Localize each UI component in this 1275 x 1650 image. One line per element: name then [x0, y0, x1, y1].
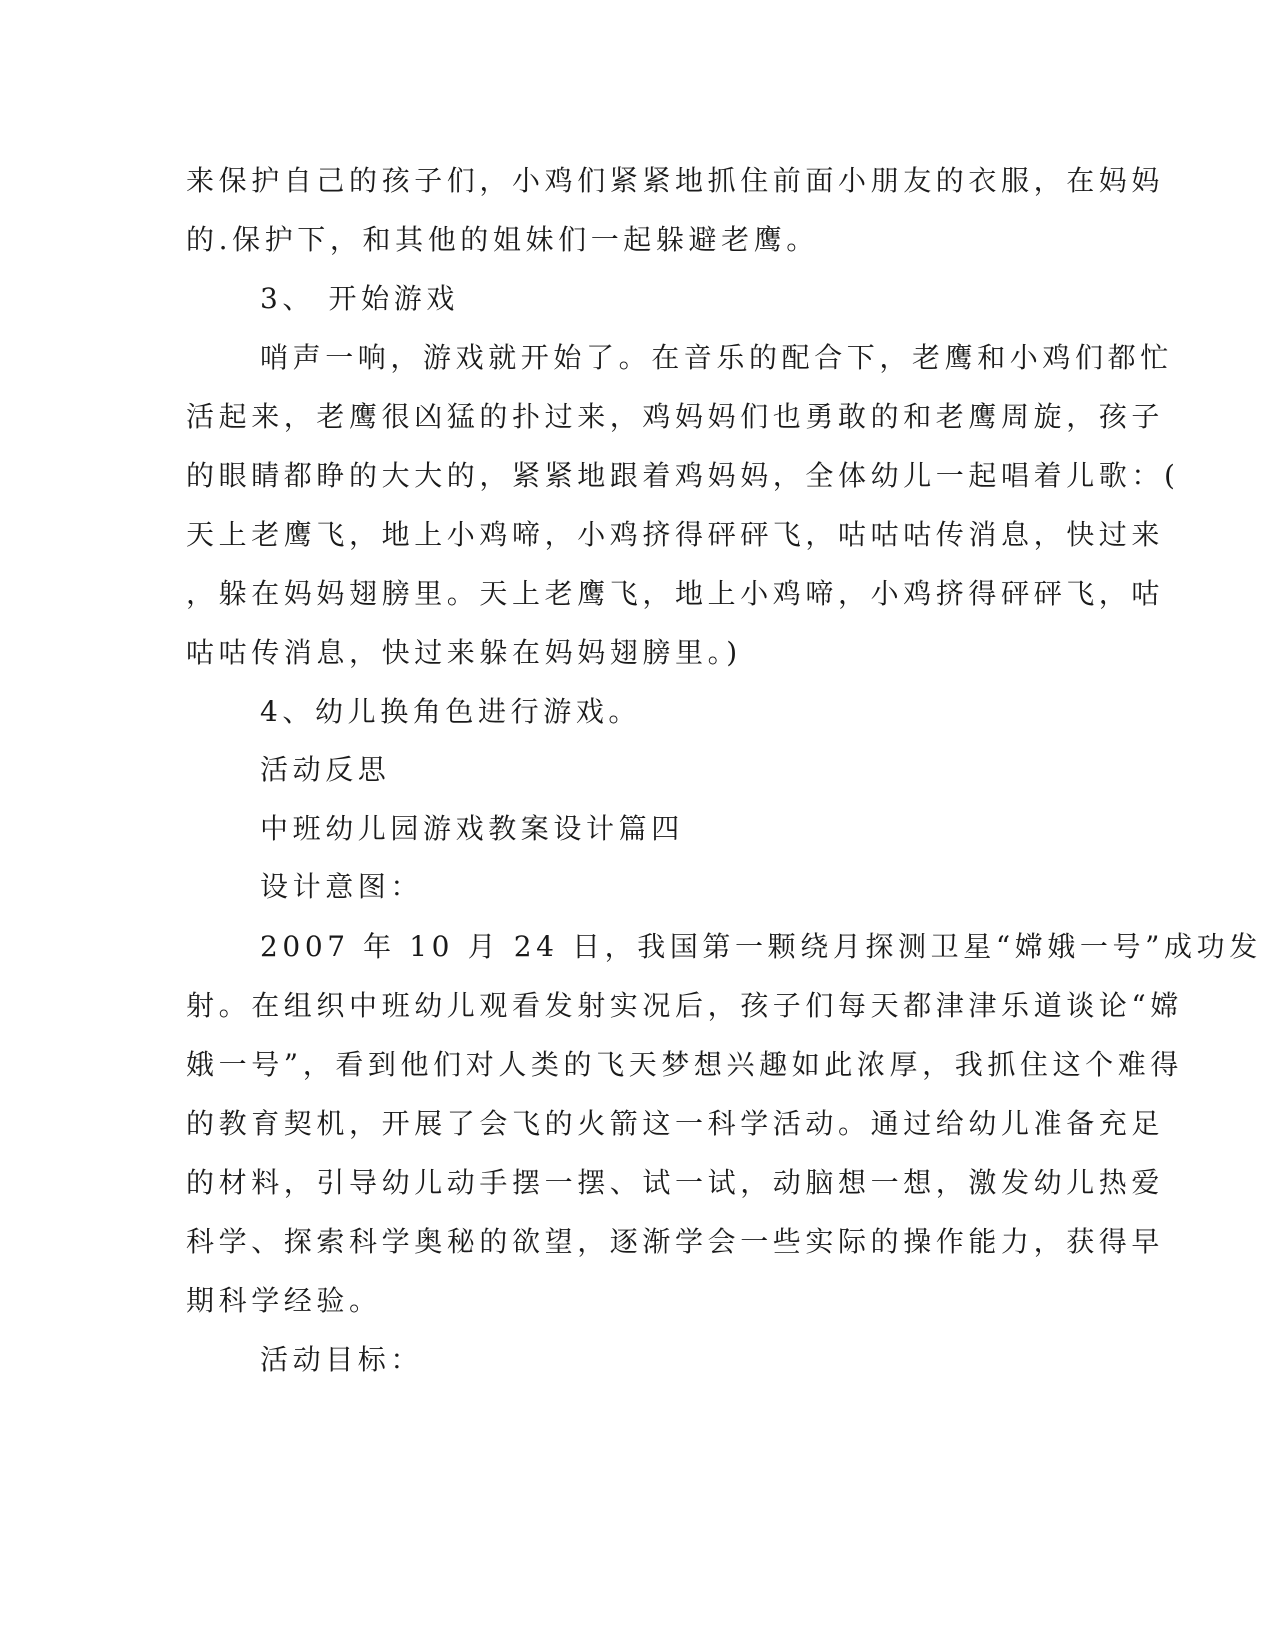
- paragraph-line: 射。在组织中班幼儿观看发射实况后，孩子们每天都津津乐道谈论“嫦: [186, 989, 1183, 1022]
- section-heading: 3、 开始游戏: [260, 282, 459, 315]
- paragraph-line: 的眼睛都睁的大大的，紧紧地跟着鸡妈妈，全体幼儿一起唱着儿歌：(: [186, 459, 1180, 492]
- section-heading: 活动反思: [260, 753, 391, 786]
- section-heading: 设计意图：: [260, 870, 424, 903]
- paragraph-line: 科学、探索科学奥秘的欲望，逐渐学会一些实际的操作能力，获得早: [186, 1225, 1165, 1258]
- paragraph-line: 的材料，引导幼儿动手摆一摆、试一试，动脑想一想，激发幼儿热爱: [186, 1166, 1165, 1199]
- paragraph-line: 2007 年 10 月 24 日，我国第一颗绕月探测卫星“嫦娥一号”成功发: [260, 930, 1262, 963]
- section-heading: 4、幼儿换角色进行游戏。: [260, 695, 642, 728]
- paragraph-line: 的教育契机，开展了会飞的火箭这一科学活动。通过给幼儿准备充足: [186, 1107, 1165, 1140]
- article-title: 中班幼儿园游戏教案设计篇四: [260, 812, 684, 845]
- paragraph-line: 咕咕传消息，快过来躲在妈妈翅膀里。): [186, 636, 742, 669]
- section-heading: 活动目标：: [260, 1343, 424, 1376]
- paragraph-line: 哨声一响，游戏就开始了。在音乐的配合下，老鹰和小鸡们都忙: [260, 341, 1173, 374]
- paragraph-line: ，躲在妈妈翅膀里。天上老鹰飞，地上小鸡啼，小鸡挤得砰砰飞，咕: [186, 577, 1165, 610]
- paragraph-line: 的.保护下，和其他的姐妹们一起躲避老鹰。: [186, 223, 819, 256]
- paragraph-line: 来保护自己的孩子们，小鸡们紧紧地抓住前面小朋友的衣服，在妈妈: [186, 164, 1165, 197]
- paragraph-line: 娥一号”，看到他们对人类的飞天梦想兴趣如此浓厚，我抓住这个难得: [186, 1048, 1183, 1081]
- paragraph-line: 天上老鹰飞，地上小鸡啼，小鸡挤得砰砰飞，咕咕咕传消息，快过来: [186, 518, 1165, 551]
- paragraph-line: 期科学经验。: [186, 1284, 382, 1317]
- paragraph-line: 活起来，老鹰很凶猛的扑过来，鸡妈妈们也勇敢的和老鹰周旋，孩子: [186, 400, 1165, 433]
